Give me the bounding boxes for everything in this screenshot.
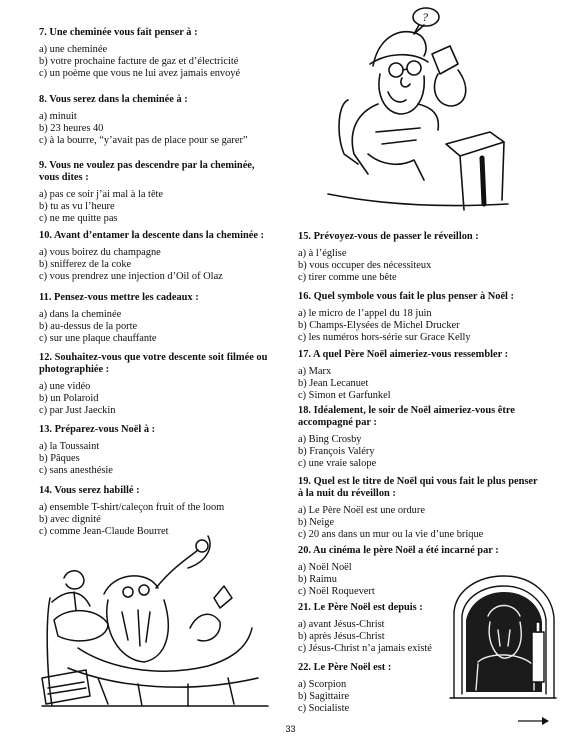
question-9 [39, 160, 274, 225]
answer-option: a) le micro de l’appel du 18 juin [298, 308, 432, 319]
answer-option: c) Socialiste [298, 703, 350, 714]
santa-with-bottle-illustration [318, 4, 518, 214]
question-15 [298, 231, 538, 284]
santa-in-fireplace-illustration [448, 572, 558, 700]
answer-option: a) pas ce soir j’ai mal à la tête [39, 189, 164, 200]
answer-option: b) après Jésus-Christ [298, 631, 385, 642]
answer-option: c) par Just Jaeckin [39, 405, 116, 416]
answer-option: a) dans la cheminée [39, 309, 122, 320]
answer-option: a) Le Père Noël est une ordure [298, 505, 425, 516]
question-13 [39, 424, 274, 477]
santa-in-bed-illustration [38, 528, 270, 718]
page-number: 33 [285, 724, 296, 734]
question-17 [298, 349, 538, 402]
answer-option: b) Sagittaire [298, 691, 350, 702]
answer-option: b) vous occuper des nécessiteux [298, 260, 432, 271]
answer-option: a) une cheminée [39, 44, 108, 55]
question-title: 17. A quel Père Noël aimeriez-vous ressembler : [298, 349, 509, 360]
answer-option: a) vous boirez du champagne [39, 247, 161, 258]
answer-option: b) votre prochaine facture de gaz et d’électricité [39, 56, 239, 67]
answer-option: c) ne me quitte pas [39, 213, 118, 224]
answer-option: b) au-dessus de la porte [39, 321, 138, 332]
question-title: 8. Vous serez dans la cheminée à : [39, 94, 188, 105]
speech-bubble-text: ? [422, 10, 428, 24]
answer-option: c) un poème que vous ne lui avez jamais envoyé [39, 68, 241, 79]
answer-option: b) Pâques [39, 453, 80, 464]
question-22 [298, 662, 458, 715]
answer-option: c) comme Jean-Claude Bourret [39, 526, 169, 537]
question-16 [298, 291, 543, 344]
answer-option: b) snifferez de la coke [39, 259, 132, 270]
question-title: 14. Vous serez habillé : [39, 485, 140, 496]
question-title: 11. Pensez-vous mettre les cadeaux : [39, 292, 199, 303]
answer-option: a) à l’église [298, 248, 347, 259]
answer-option: c) les numéros hors-série sur Grace Kelly [298, 332, 471, 343]
answer-option: b) François Valéry [298, 446, 375, 457]
answer-option: b) Champs-Elysées de Michel Drucker [298, 320, 460, 331]
question-title: 20. Au cinéma le père Noël a été incarné par : [298, 545, 499, 556]
answer-option: c) Noël Roquevert [298, 586, 375, 597]
answer-option: b) avec dignité [39, 514, 101, 525]
question-title: 21. Le Père Noël est depuis : [298, 602, 423, 613]
answer-option: a) Noël Noël [298, 562, 352, 573]
answer-option: a) Scorpion [298, 679, 347, 690]
answer-option: a) minuit [39, 111, 77, 122]
answer-option: a) avant Jésus-Christ [298, 619, 385, 630]
question-title: 7. Une cheminée vous fait penser à : [39, 27, 198, 38]
question-title: 15. Prévoyez-vous de passer le réveillon : [298, 231, 479, 242]
question-11 [39, 292, 274, 345]
answer-option: c) tirer comme une bête [298, 272, 397, 283]
question-8 [39, 94, 274, 147]
question-12 [39, 352, 274, 417]
question-title: 22. Le Père Noël est : [298, 662, 392, 673]
answer-option: b) 23 heures 40 [39, 123, 104, 134]
answer-option: c) sur une plaque chauffante [39, 333, 157, 344]
question-title: 19. Quel est le titre de Noël qui vous fait le plus penser à la nuit du réveillon : [298, 476, 538, 499]
question-title: 10. Avant d’entamer la descente dans la cheminée : [39, 230, 265, 241]
question-18 [298, 405, 530, 470]
next-page-arrow-icon [518, 716, 550, 726]
answer-option: a) ensemble T-shirt/caleçon fruit of the loom [39, 502, 225, 513]
question-title: 18. Idéalement, le soir de Noël aimeriez-vous être accompagné par : [298, 405, 515, 428]
answer-option: c) 20 ans dans un mur ou la vie d’une brique [298, 529, 484, 540]
question-title: 13. Préparez-vous Noël à : [39, 424, 156, 435]
answer-option: c) sans anesthésie [39, 465, 113, 476]
answer-option: a) Bing Crosby [298, 434, 362, 445]
answer-option: a) une vidéo [39, 381, 91, 392]
answer-option: c) une vraie salope [298, 458, 377, 469]
answer-option: c) vous prendrez une injection d’Oil of Olaz [39, 271, 223, 282]
question-title: 12. Souhaitez-vous que votre descente soit filmée ou photographiée : [39, 352, 268, 375]
answer-option: b) Jean Lecanuet [298, 378, 369, 389]
question-10 [39, 230, 284, 283]
question-19 [298, 476, 543, 541]
question-title: 16. Quel symbole vous fait le plus penser à Noël : [298, 291, 514, 302]
answer-option: a) Marx [298, 366, 332, 377]
answer-option: b) un Polaroid [39, 393, 99, 404]
question-7 [39, 27, 274, 80]
answer-option: c) à la bourre, “y’avait pas de place pour se garer” [39, 135, 248, 146]
answer-option: c) Jésus-Christ n’a jamais existé [298, 643, 432, 654]
answer-option: b) tu as vu l’heure [39, 201, 115, 212]
question-title: 9. Vous ne voulez pas descendre par la cheminée, vous dites : [39, 160, 255, 183]
question-21 [298, 602, 458, 655]
answer-option: b) Raimu [298, 574, 337, 585]
answer-option: a) la Toussaint [39, 441, 100, 452]
answer-option: b) Neige [298, 517, 335, 528]
answer-option: c) Simon et Garfunkel [298, 390, 391, 401]
